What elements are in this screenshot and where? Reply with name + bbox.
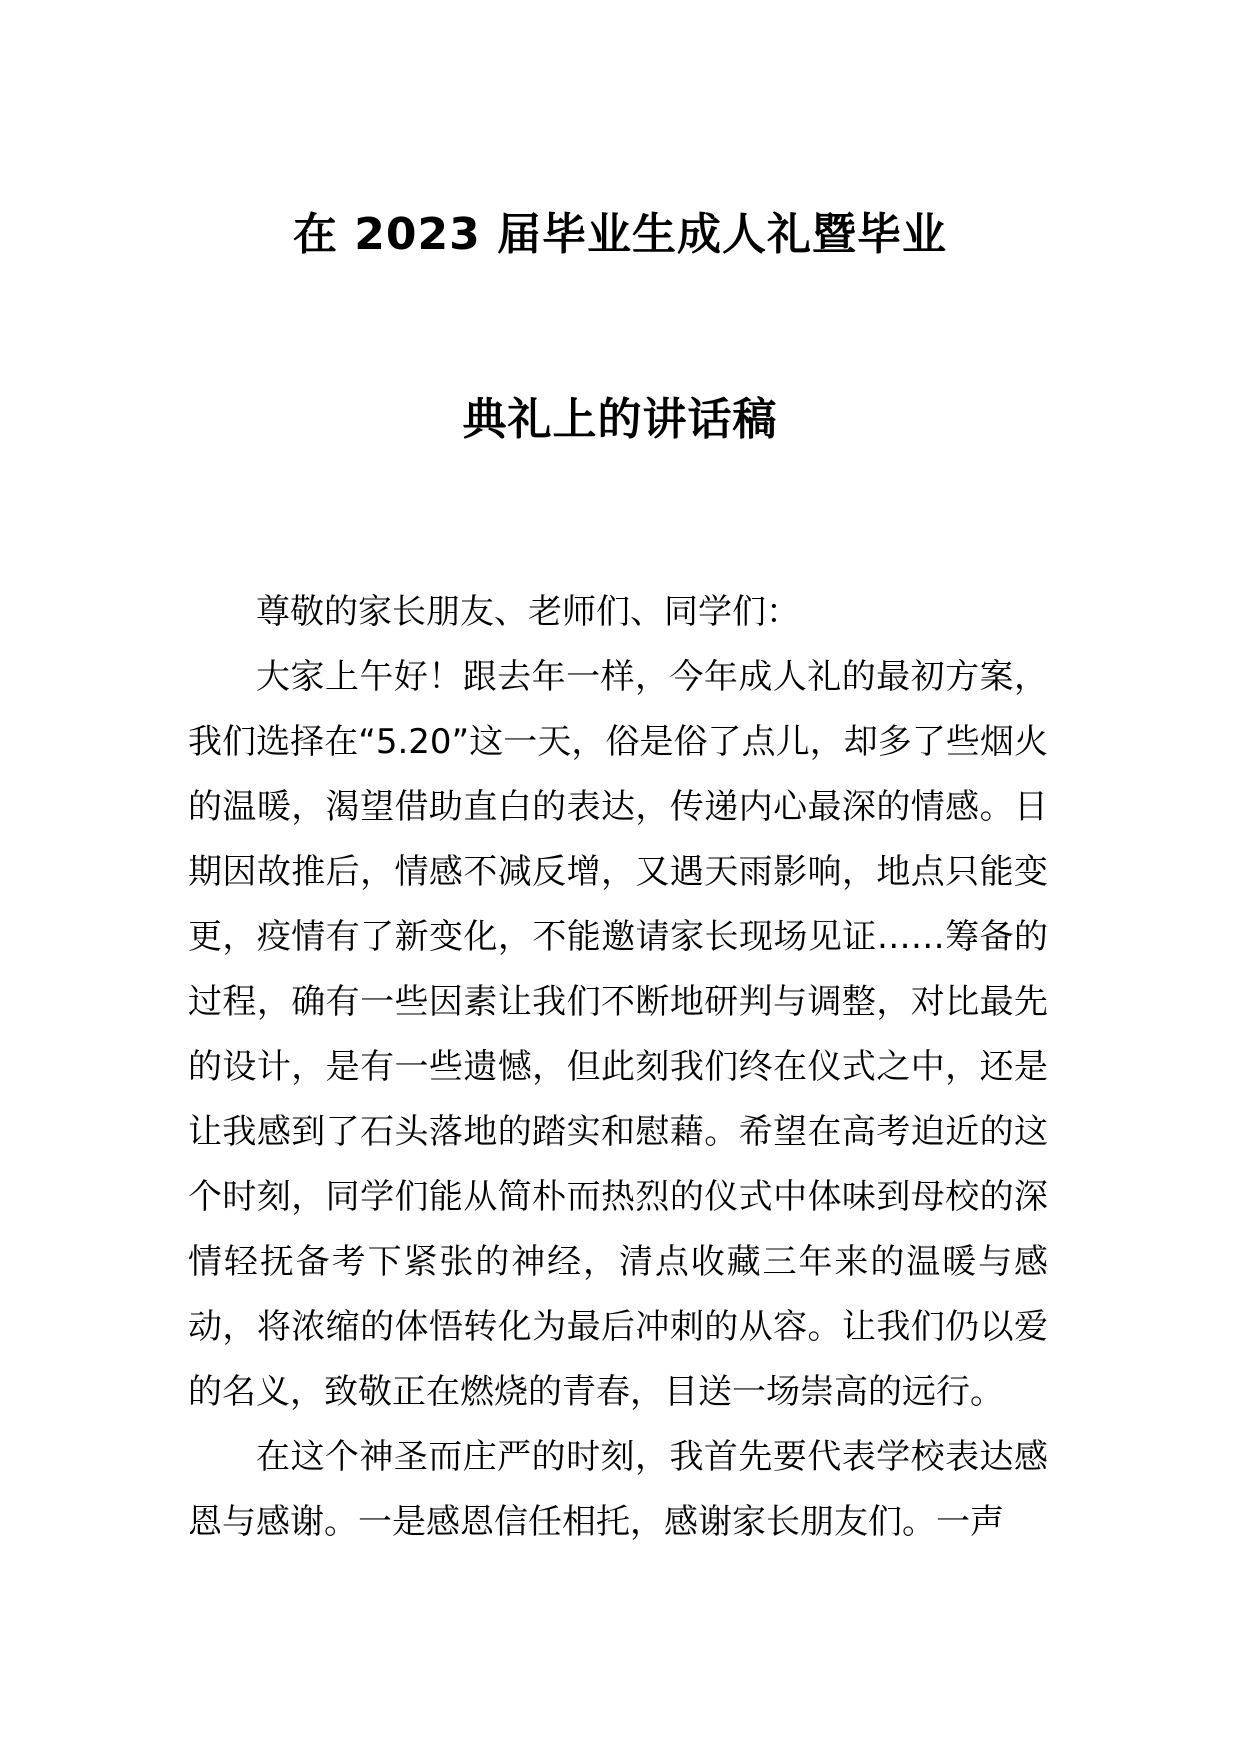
body-paragraph: 在这个神圣而庄严的时刻，我首先要代表学校表达感恩与感谢。一是感恩信任相托，感谢家长朋友们。一声 (188, 1437, 1048, 1542)
salutation-paragraph: 尊敬的家长朋友、老师们、同学们： (256, 592, 800, 632)
body-paragraph: 大家上午好！跟去年一样，今年成人礼的最初方案，我们选择在“5.20”这一天，俗是俗了点儿，却多了些烟火的温暖，渴望借助直白的表达，传递内心最深的情感。日期因故推后，情感不减反增，又遇天雨影响，地点只能变更，疫情有了新变化，不能邀请家长现场见证……筹备的过程，确有一些因素让我们不断地研判与调整，对比最先的设计，是有一些遗憾，但此刻我们终在仪式之中，还是让我感到了石头落地的踏实和慰藉。希望在高考迫近的这个时刻，同学们能从简朴而热烈的仪式中体味到母校的深情轻抚备考下紧张的神经，清点收藏三年来的温暖与感动，将浓缩的体悟转化为最后冲刺的从容。让我们仍以爱的名义，致敬正在燃烧的青春，目送一场崇高的远行。 (188, 657, 1048, 1412)
document-body (188, 580, 1048, 1555)
document-title-line-1: 在 2023 届毕业生成人礼暨毕业 (292, 209, 948, 260)
document-title-line-2: 典礼上的讲话稿 (462, 394, 778, 445)
